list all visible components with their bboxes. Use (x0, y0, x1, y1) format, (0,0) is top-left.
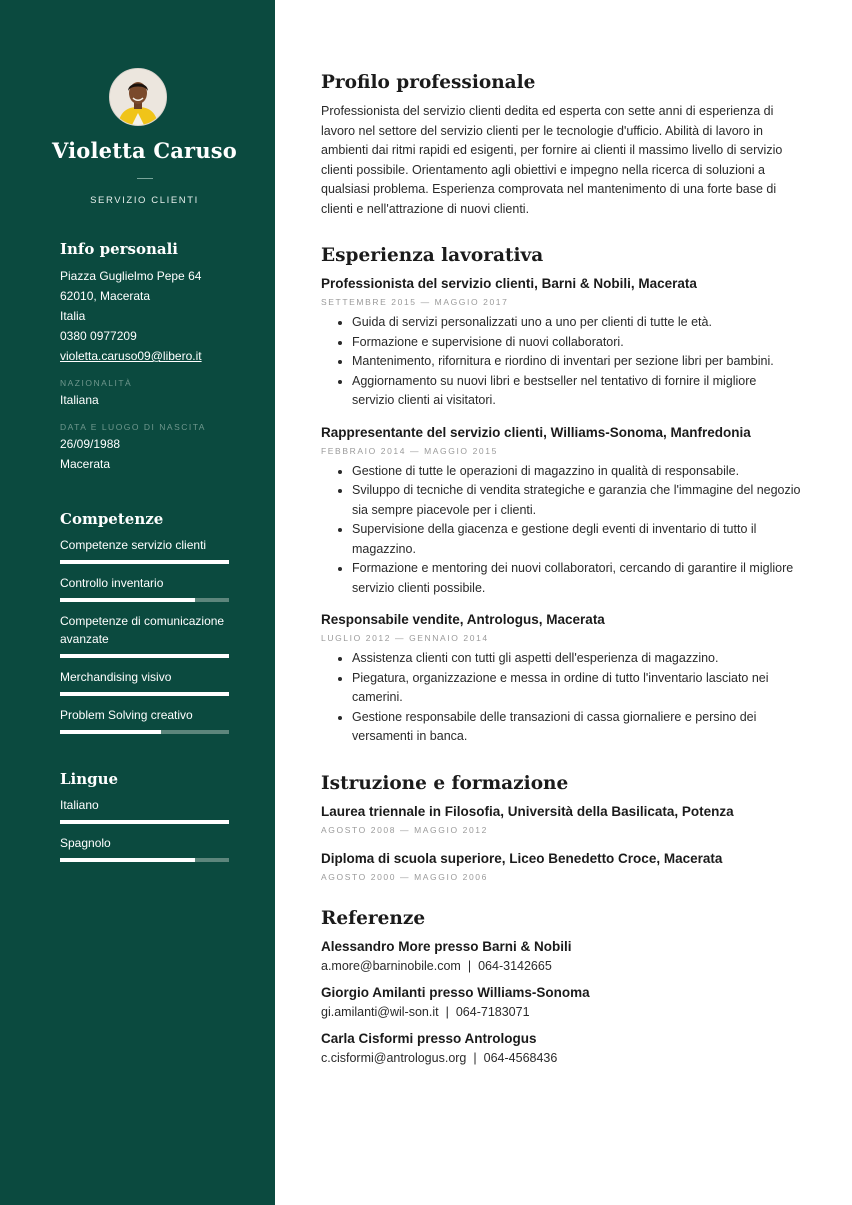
summary-text: Professionista del servizio clienti dedita ed esperta con sette anni di esperienza di lavoro nel settore del servizio clienti per le tecnologie d'ufficio. Abilità di lavoro in ambienti dai ritmi rapidi ed esigenti, per fornire ai clienti il massimo livello di servizio clienti possibile. Orientamento agli obiettivi e impegno nella ricerca di soluzioni a qualsiasi problema. Esperienza comprovata nel mantenimento di una forte base di clienti e nell'attrazione di nuovi clienti. (321, 104, 783, 216)
job-title: Rappresentante del servizio clienti, Williams-Sonoma, Manfredonia (321, 424, 751, 440)
skill-label: Spagnolo (60, 836, 111, 850)
summary-section (321, 72, 802, 219)
nationality-label: NAZIONALITÀ (60, 378, 133, 388)
skill-level-fill (60, 560, 229, 564)
person-photo-icon (110, 69, 166, 125)
reference-name: Alessandro More presso Barni & Nobili (321, 938, 572, 954)
skill-item (60, 574, 229, 602)
reference-name: Carla Cisformi presso Antrologus (321, 1030, 537, 1046)
skill-level-bar (60, 820, 229, 824)
skill-level-bar (60, 560, 229, 564)
skill-level-bar (60, 692, 229, 696)
personal-info-heading: Info personali (60, 240, 179, 258)
reference-separator: | (467, 958, 472, 973)
avatar (109, 68, 167, 126)
reference-name: Giorgio Amilanti presso Williams-Sonoma (321, 984, 590, 1000)
language-item (60, 796, 229, 824)
job-bullets (321, 649, 802, 747)
skill-item (60, 668, 229, 696)
languages-list (60, 796, 229, 862)
skill-level-fill (60, 730, 161, 734)
reference-separator: | (445, 1004, 449, 1019)
job-dates: FEBBRAIO 2014 — MAGGIO 2015 (321, 445, 498, 456)
bullet-item: • Assistenza clienti con tutti gli aspetti dell'esperienza di magazzino. (352, 649, 802, 669)
skill-label: Problem Solving creativo (60, 708, 193, 722)
education-entry (321, 804, 802, 835)
main-content (275, 0, 852, 1205)
job-entry (321, 276, 802, 411)
education-list (321, 804, 802, 882)
reference-entry (321, 985, 802, 1019)
bullet-item: • Guida di servizi personalizzati uno a uno per clienti di tutte le età. (352, 313, 802, 333)
skill-label: Merchandising visivo (60, 670, 172, 684)
education-dates: AGOSTO 2008 — MAGGIO 2012 (321, 824, 488, 835)
languages-section (60, 770, 229, 862)
skills-list (60, 536, 229, 734)
job-dates: LUGLIO 2012 — GENNAIO 2014 (321, 633, 489, 643)
reference-entry (321, 1031, 802, 1065)
reference-separator: | (473, 1050, 477, 1065)
bullet-item: • Formazione e mentoring dei nuovi collaboratori, cercando di garantire il migliore servizio clienti possibile. (352, 559, 802, 598)
education-dates: AGOSTO 2000 — MAGGIO 2006 (321, 871, 488, 882)
skill-level-fill (60, 858, 195, 862)
address-line-1: Piazza Guglielmo Pepe 64 (60, 269, 202, 283)
sidebar (0, 0, 275, 1205)
reference-phone: 064-3142665 (478, 958, 552, 973)
skill-level-bar (60, 730, 229, 734)
birth-place: Macerata (60, 457, 111, 471)
reference-phone: 064-7183071 (455, 1004, 530, 1019)
job-title: Responsabile vendite, Antrologus, Macerata (321, 612, 605, 627)
candidate-name: Violetta Caruso (51, 138, 238, 163)
personal-info-section (60, 240, 229, 474)
education-heading: Istruzione e formazione (321, 772, 569, 794)
skills-section (60, 510, 229, 734)
skills-heading: Competenze (60, 510, 164, 528)
country: Italia (60, 309, 86, 323)
skill-item (60, 536, 229, 564)
education-title: Laurea triennale in Filosofia, Università della Basilicata, Potenza (321, 803, 734, 819)
skill-level-bar (60, 858, 229, 862)
skill-label: Competenze di comunicazione avanzate (60, 614, 225, 646)
jobs-list (321, 276, 802, 747)
name-divider (137, 178, 153, 179)
bullet-item: • Formazione e supervisione di nuovi collaboratori. (352, 333, 802, 353)
reference-contact (321, 959, 802, 973)
bullet-item: • Piegatura, organizzazione e messa in ordine di tutto l'inventario lasciato nei camerini. (352, 669, 802, 708)
skill-level-fill (60, 820, 229, 824)
bullet-item: • Aggiornamento su nuovi libri e bestseller nel tentativo di fornire il migliore servizio clienti ai visitatori. (352, 372, 802, 411)
experience-heading: Esperienza lavorativa (321, 245, 544, 266)
candidate-role: SERVIZIO CLIENTI (90, 195, 199, 206)
bullet-item: • Mantenimento, rifornitura e riordino di inventari per sezione libri per bambini. (352, 352, 802, 372)
summary-heading: Profilo professionale (321, 72, 536, 93)
references-list (321, 939, 802, 1065)
job-bullets (321, 313, 802, 411)
reference-phone: 064-4568436 (483, 1050, 558, 1065)
bullet-item: • Supervisione della giacenza e gestione degli eventi di inventario di tutto il magazzino. (352, 520, 802, 559)
education-entry (321, 851, 802, 882)
reference-contact (321, 1051, 802, 1065)
skill-level-bar (60, 654, 229, 658)
references-section (321, 908, 802, 1065)
skill-label: Controllo inventario (60, 576, 164, 590)
skill-label: Competenze servizio clienti (60, 538, 207, 552)
reference-email[interactable]: c.cisformi@antrologus.org (321, 1050, 467, 1065)
skill-level-fill (60, 692, 229, 696)
skill-level-fill (60, 654, 229, 658)
education-title: Diploma di scuola superiore, Liceo Benedetto Croce, Macerata (321, 850, 723, 866)
reference-contact (321, 1005, 802, 1019)
skill-label: Italiano (60, 798, 99, 812)
bullet-item: • Sviluppo di tecniche di vendita strategiche e garanzia che l'immagine del negozio sia sempre piacevole per i clienti. (352, 481, 802, 520)
birth-date: 26/09/1988 (60, 437, 121, 451)
bullet-item: • Gestione di tutte le operazioni di magazzino in qualità di responsabile. (352, 462, 802, 482)
reference-email[interactable]: a.more@barninobile.com (321, 958, 461, 973)
reference-entry (321, 939, 802, 973)
nationality: Italiana (60, 393, 99, 407)
job-bullets (321, 462, 802, 599)
email-link[interactable]: violetta.caruso09@libero.it (60, 349, 202, 363)
bullet-item: • Gestione responsabile delle transazioni di cassa giornaliere e persino dei versamenti in banca. (352, 708, 802, 747)
skill-level-bar (60, 598, 229, 602)
skill-level-fill (60, 598, 195, 602)
language-item (60, 834, 229, 862)
references-heading: Referenze (321, 907, 426, 929)
education-section (321, 773, 802, 882)
job-dates: SETTEMBRE 2015 — MAGGIO 2017 (321, 297, 509, 307)
skill-item (60, 612, 229, 658)
address-line-2: 62010, Macerata (60, 289, 151, 303)
job-entry (321, 425, 802, 599)
languages-heading: Lingue (60, 770, 119, 788)
reference-email[interactable]: gi.amilanti@wil-son.it (321, 1004, 439, 1019)
experience-section (321, 245, 802, 747)
phone: 0380 0977209 (60, 329, 137, 343)
birth-label: DATA E LUOGO DI NASCITA (60, 422, 206, 432)
job-title: Professionista del servizio clienti, Barni & Nobili, Macerata (321, 276, 697, 291)
job-entry (321, 612, 802, 747)
skill-item (60, 706, 229, 734)
